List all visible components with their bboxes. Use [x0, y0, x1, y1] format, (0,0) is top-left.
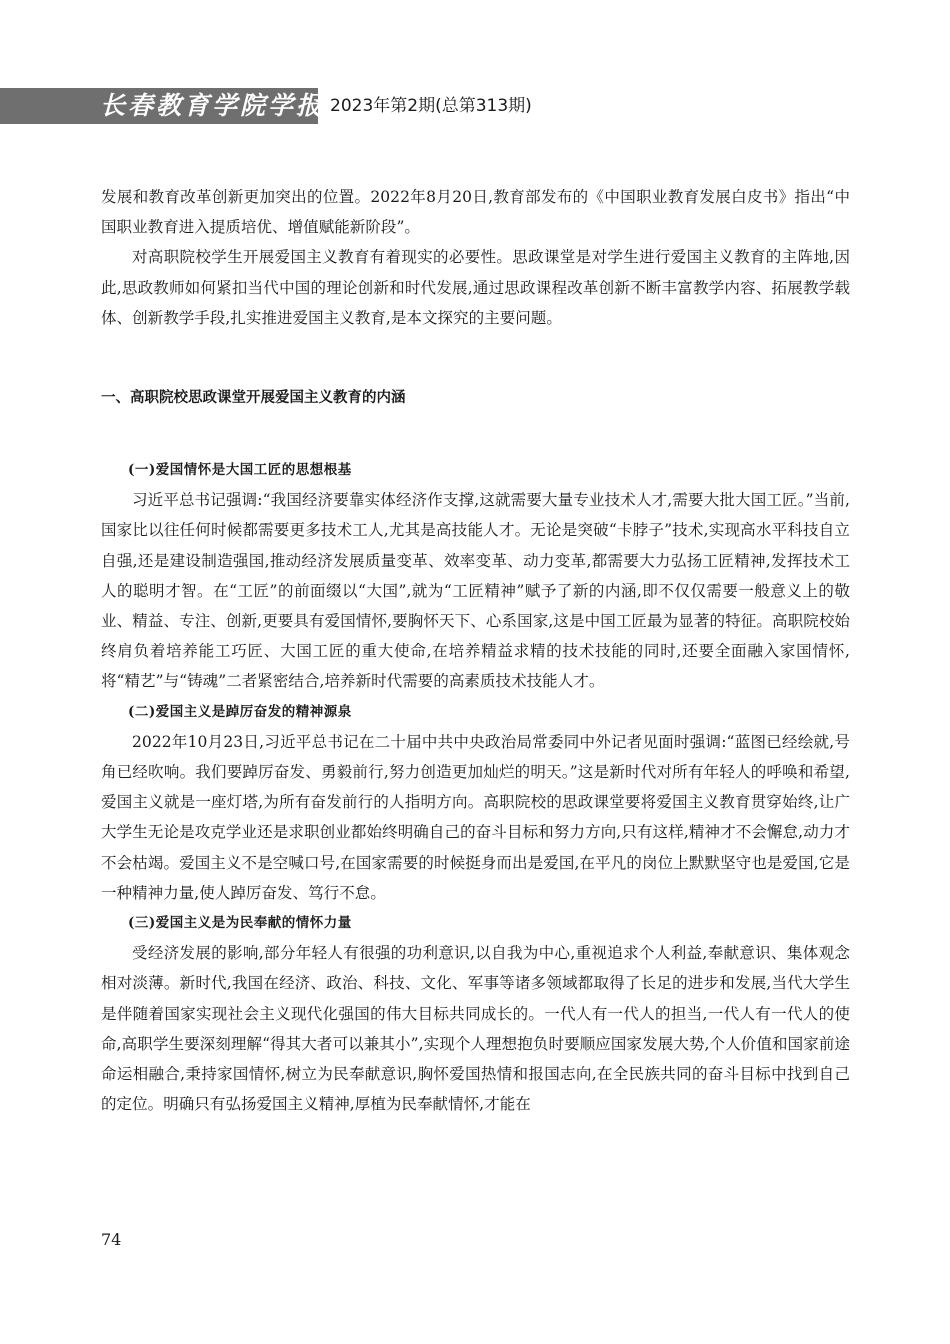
section-1-heading: 一、高职院校思政课堂开展爱国主义教育的内涵 — [101, 390, 406, 407]
page-number: 74 — [101, 1230, 122, 1249]
subsection-1-heading: (一)爱国情怀是大国工匠的思想根基 — [128, 462, 352, 479]
issue-info: 2023年第2期(总第313期) — [330, 96, 532, 116]
subsection-2-heading: (二)爱国主义是踔厉奋发的精神源泉 — [128, 703, 352, 720]
article-body — [101, 182, 850, 1119]
journal-name: 长春教育学院学报 — [100, 91, 325, 120]
paragraph-2: 对高职院校学生开展爱国主义教育有着现实的必要性。思政课堂是对学生进行爱国主义教育的主阵地,因此,思政教师如何紧扣当代中国的理论创新和时代发展,通过思政课程改革创新不断丰富教学内容、拓展教学载体、创新教学手段,扎实推进爱国主义教育,是本文探究的主要问题。 — [101, 248, 850, 327]
paragraph-5: 受经济发展的影响,部分年轻人有很强的功利意识,以自我为中心,重视追求个人利益,奉献意识、集体观念相对淡薄。新时代,我国在经济、政治、科技、文化、军事等诸多领域都取得了长足的进步和发展,当代大学生是伴随着国家实现社会主义现代化强国的伟大目标共同成长的。一代人有一代人的担当,一代人有一代人的使命,高职学生要深刻理解“得其大者可以兼其小”,实现个人理想抱负时要顺应国家发展大势,个人价值和国家前途命运相融合,秉持家国情怀,树立为民奉献意识,胸怀爱国热情和报国志向,在全民族共同的奋斗目标中找到自己的定位。明确只有弘扬爱国主义精神,厚植为民奉献情怀,才能在 — [101, 944, 850, 1114]
paragraph-4: 2022年10月23日,习近平总书记在二十届中共中央政治局常委同中外记者见面时强调:“蓝图已经绘就,号角已经吹响。我们要踔厉奋发、勇毅前行,努力创造更加灿烂的明天。”这是新时代对所有年轻人的呼唤和希望,爱国主义就是一座灯塔,为所有奋发前行的人指明方向。高职院校的思政课堂要将爱国主义教育贯穿始终,让广大学生无论是攻克学业还是求职创业都始终明确自己的奋斗目标和努力方向,只有这样,精神才不会懈怠,动力才不会枯竭。爱国主义不是空喊口号,在国家需要的时候挺身而出是爱国,在平凡的岗位上默默坚守也是爱国,它是一种精神力量,使人踔厉奋发、笃行不怠。 — [101, 732, 850, 902]
subsection-3-heading: (三)爱国主义是为民奉献的情怀力量 — [128, 915, 352, 932]
paragraph-1: 发展和教育改革创新更加突出的位置。2022年8月20日,教育部发布的《中国职业教育发展白皮书》指出“中国职业教育进入提质培优、增值赋能新阶段”。 — [101, 188, 850, 237]
paragraph-3: 习近平总书记强调:“我国经济要靠实体经济作支撑,这就需要大量专业技术人才,需要大批大国工匠。”当前,国家比以往任何时候都需要更多技术工人,尤其是高技能人才。无论是突破“卡脖子”技术,实现高水平科技自立自强,还是建设制造强国,推动经济发展质量变革、效率变革、动力变革,都需要大力弘扬工匠精神,发挥技术工人的聪明才智。在“工匠”的前面缀以“大国”,就为“工匠精神”赋予了新的内涵,即不仅仅需要一般意义上的敬业、精益、专注、创新,更要具有爱国情怀,要胸怀天下、心系国家,这是中国工匠最为显著的特征。高职院校始终肩负着培养能工巧匠、大国工匠的重大使命,在培养精益求精的技术技能的同时,还要全面融入家国情怀,将“精艺”与“铸魂”二者紧密结合,培养新时代需要的高素质技术技能人才。 — [101, 491, 850, 691]
